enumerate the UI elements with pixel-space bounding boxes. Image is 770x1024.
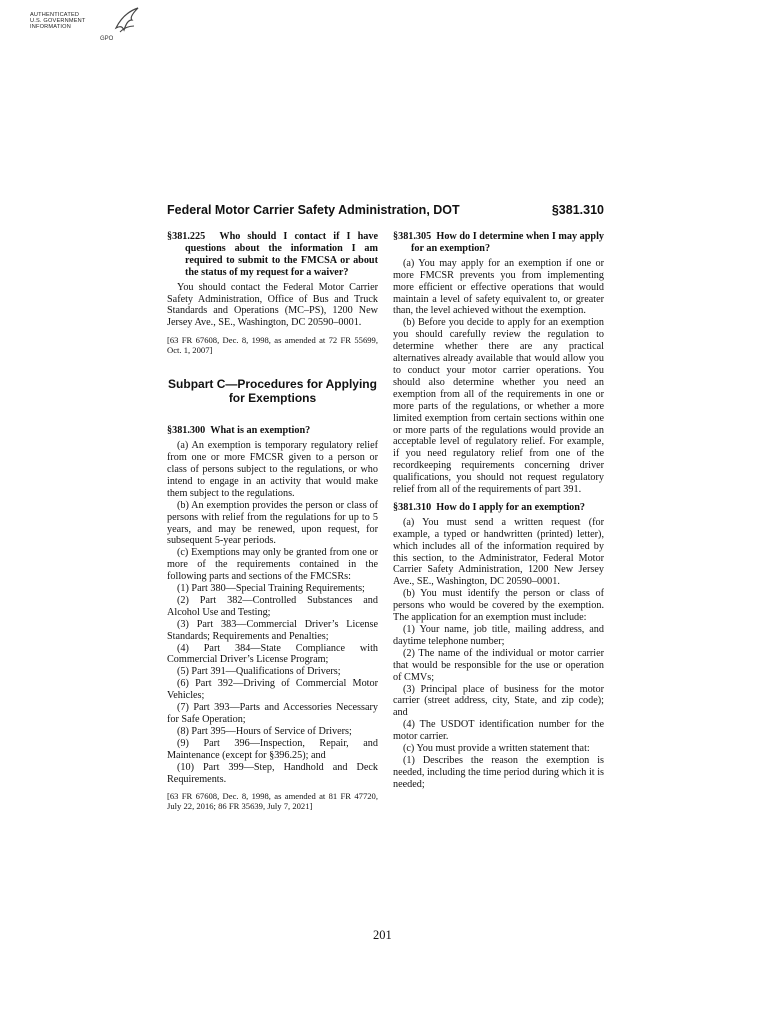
paragraph: (b) An exemption provides the person or class of persons with relief from the regulations for up to 5 years, and may be renewed, upon request, for subsequent 5-year periods. (167, 499, 378, 547)
paragraph: (6) Part 392—Driving of Commercial Motor Vehicles; (167, 678, 378, 702)
section-heading-number: §381.300 (167, 425, 206, 437)
section-heading-title: Who should I contact if I have questions about the information I am required to submit to the FMCSA or about the status of my request for a waiver? (185, 231, 378, 278)
gpo-logo-line: INFORMATION (30, 24, 71, 30)
paragraph: (10) Part 399—Step, Handhold and Deck Requirements. (167, 761, 378, 785)
paragraph: (c) Exemptions may only be granted from one or more of the requirements contained in the following parts and sections of the FMCSRs: (167, 547, 378, 583)
section-heading-title: How do I determine when I may apply for an exemption? (411, 231, 604, 254)
paragraph: (2) Part 382—Controlled Substances and Alcohol Use and Testing; (167, 594, 378, 618)
gpo-logo-text (30, 12, 86, 30)
paragraph: (7) Part 393—Parts and Accessories Necessary for Safe Operation; (167, 702, 378, 725)
section-heading-number: §381.225 (167, 231, 206, 242)
section-heading (393, 231, 604, 255)
section-heading-number: §381.305 (393, 231, 432, 242)
agency-title: Federal Motor Carrier Safety Administration, DOT (167, 203, 460, 217)
paragraph: (3) Part 383—Commercial Driver’s License Standards; Requirements and Penalties; (167, 618, 378, 642)
paragraph: (b) You must identify the person or class of persons who would be covered by the exemption. The application for an exemption must include: (393, 588, 604, 624)
eagle-icon (112, 6, 140, 36)
paragraph: (5) Part 391—Qualifications of Drivers; (177, 666, 341, 678)
paragraph: (1) Your name, job title, mailing address, and daytime telephone number; (393, 624, 604, 647)
section-heading (393, 502, 604, 514)
paragraph: (a) You may apply for an exemption if one or more FMCSR prevents you from implementing more efficient or effective operations that would maintain a level of safety equivalent to, or greater than, the level achieved without the exemption. (393, 257, 604, 317)
gpo-mark: GPO (100, 36, 114, 42)
paragraph: (c) You must provide a written statement that: (403, 743, 590, 755)
gpo-logo-line: U.S. GOVERNMENT (30, 18, 86, 24)
paragraph: (a) You must send a written request (for example, a typed or handwritten (printed) letter), which includes all of the information required by this section, to the Administrator, Federal Motor Carrier Safety Administration, 1200 New Jersey Ave., SE., Washington, DC 20590–0001. (393, 516, 604, 588)
section-number: §381.310 (551, 203, 604, 217)
section-heading (167, 231, 378, 279)
section-heading-number: §381.310 (393, 501, 432, 513)
paragraph: (4) The USDOT identification number for the motor carrier. (393, 719, 604, 743)
section-heading-title: How do I apply for an exemption? (436, 501, 585, 513)
section-heading (167, 425, 378, 437)
paragraph: (1) Part 380—Special Training Requirements; (177, 583, 365, 595)
left-column (167, 231, 378, 811)
citation: [63 FR 67608, Dec. 8, 1998, as amended at 72 FR 55699, Oct. 1, 2007] (167, 335, 378, 356)
paragraph: (9) Part 396—Inspection, Repair, and Maintenance (except for §396.25); and (167, 737, 378, 761)
paragraph: (3) Principal place of business for the motor carrier (street address, city, State, and zip code); and (393, 683, 604, 719)
subpart-heading: Subpart C—Procedures for Applying for Exemptions (168, 377, 377, 406)
paragraph: (8) Part 395—Hours of Service of Drivers; (177, 725, 352, 737)
paragraph: You should contact the Federal Motor Carrier Safety Administration, Office of Bus and Truck Standards and Operations (MC–PS), 1200 New Jersey Ave., SE., Washington, DC 20590–0001. (167, 281, 378, 329)
paragraph: (2) The name of the individual or motor carrier that would be responsible for the use or operation of CMVs; (393, 647, 604, 683)
citation: [63 FR 67608, Dec. 8, 1998, as amended at 81 FR 47720, July 22, 2016; 86 FR 35639, July 7, 2021] (167, 791, 378, 812)
paragraph: (a) An exemption is temporary regulatory relief from one or more FMCSR given to a person or class of persons subject to the regulations, or who intend to engage in an activity that would make them subject to the regulations. (167, 440, 378, 499)
paragraph: (1) Describes the reason the exemption is needed, including the time period during which it is needed; (393, 754, 604, 790)
gpo-logo-line: AUTHENTICATED (30, 12, 80, 18)
right-column (393, 231, 604, 791)
running-header (167, 203, 604, 219)
page-number: 201 (373, 928, 392, 942)
paragraph: (4) Part 384—State Compliance with Commercial Driver’s License Program; (167, 642, 378, 666)
paragraph: (b) Before you decide to apply for an exemption you should carefully review the regulation to determine whether there are any practical alternatives already available that would allow you to conduct your motor carrier operations. You should also determine whether you need an exemption from all of the requirements in one or more parts of the regulations, or whether a more limited exemption from certain sections within one or more parts of the regulations would provide an acceptable level of regulatory relief. For example, if you need regulatory relief from one of the recordkeeping requirements concerning driver qualifications, you should not request regulatory relief from all of the requirements of part 391. (393, 317, 604, 496)
gpo-authentication-logo (30, 6, 142, 46)
section-heading-title: What is an exemption? (210, 425, 311, 437)
